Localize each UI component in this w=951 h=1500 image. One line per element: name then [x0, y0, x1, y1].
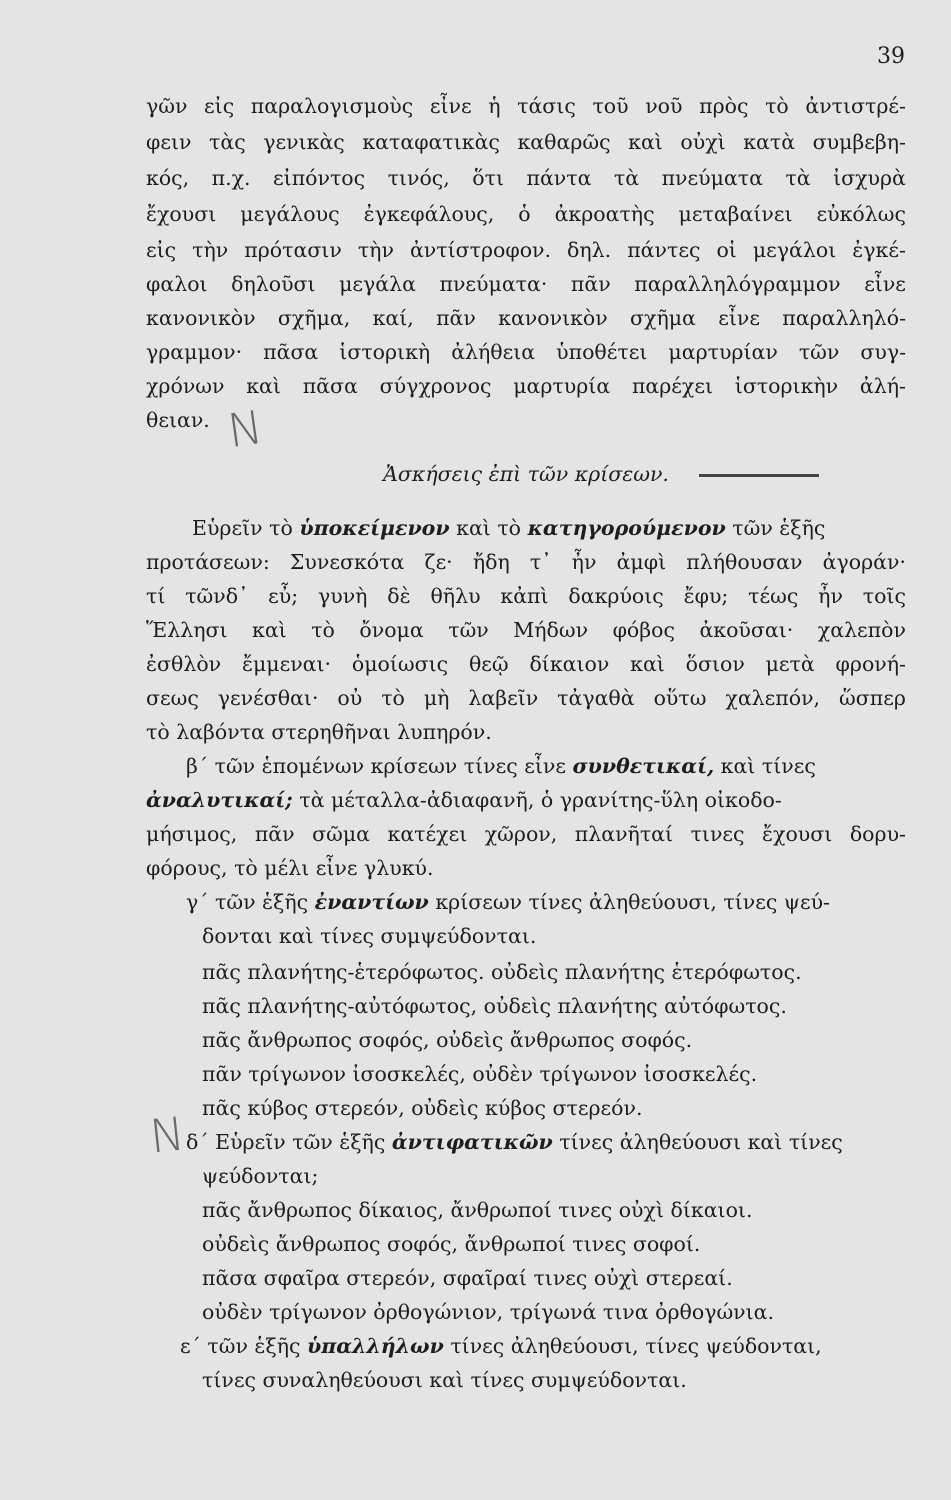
- section-heading: Ἀσκήσεις ἐπὶ τῶν κρίσεων.: [383, 462, 669, 486]
- text-line: γῶν εἰς παραλογισμοὺς εἶνε ἡ τάσις τοῦ νοῦ πρὸς τὸ ἀντιστρέ-: [146, 94, 906, 118]
- heading-rule: [699, 474, 819, 477]
- exercise-c-first-line: γ´ τῶν ἑξῆς ἐναντίων κρίσεων τίνες ἀληθεύουσι, τίνες ψεύ-: [186, 890, 830, 914]
- text-line: θειαν.: [146, 408, 210, 432]
- pencil-mark-n: N: [224, 399, 267, 459]
- text-line: εἰς τὴν πρότασιν τὴν ἀντίστροφον. δηλ. πάντες οἱ μεγάλοι ἐγκέ-: [146, 238, 906, 262]
- proposition-pair: πᾶν τρίγωνον ἰσοσκελές, οὐδὲν τρίγωνον ἰσοσκελές.: [202, 1062, 758, 1086]
- text-line: τὸ λαβόντα στερηθῆναι λυπηρόν.: [146, 720, 492, 744]
- text-line: κός, π.χ. εἰπόντος τινός, ὅτι πάντα τὰ πνεύματα τὰ ἰσχυρὰ: [146, 166, 906, 190]
- text-line: φαλοι δηλοῦσι μεγάλα πνεύματα· πᾶν παραλληλόγραμμον εἶνε: [146, 272, 906, 296]
- proposition-pair: οὐδεὶς ἄνθρωπος σοφός, ἄνθρωποί τινες σοφοί.: [202, 1232, 701, 1256]
- exercise-b-second-line: ἀναλυτικαί; τὰ μέταλλα-ἀδιαφανῆ, ὁ γρανίτης-ὕλη οἰκοδο-: [146, 788, 782, 812]
- text-line: ἐσθλὸν ἔμμεναι· ὁμοίωσις θεῷ δίκαιον καὶ ὅσιον μετὰ φρονή-: [146, 652, 906, 676]
- proposition-pair: πᾶς πλανήτης-αὐτόφωτος, οὐδεὶς πλανήτης αὐτόφωτος.: [202, 994, 787, 1018]
- proposition-pair: πᾶς κύβος στερεόν, οὐδεὶς κύβος στερεόν.: [202, 1096, 643, 1120]
- text-line: γραμμον· πᾶσα ἱστορικὴ ἀλήθεια ὑποθέτει μαρτυρίαν τῶν συγ-: [146, 340, 906, 364]
- text-line: ἔχουσι μεγάλους ἐγκεφάλους, ὁ ἀκροατὴς μεταβαίνει εὐκόλως: [146, 202, 906, 226]
- text-line: μήσιμος, πᾶν σῶμα κατέχει χῶρον, πλανῆταί τινες ἔχουσι δορυ-: [146, 822, 906, 846]
- text-line: φόρους, τὸ μέλι εἶνε γλυκύ.: [146, 856, 434, 880]
- text-line: χρόνων καὶ πᾶσα σύγχρονος μαρτυρία παρέχει ἱστορικὴν ἀλή-: [146, 374, 906, 398]
- text-line: τί τῶνδ᾽ εὖ; γυνὴ δὲ θῆλυ κἀπὶ δακρύοις ἔφυ; τέως ἦν τοῖς: [146, 584, 906, 608]
- text-line: Ἕλλησι καὶ τὸ ὄνομα τῶν Μήδων φόβος ἀκοῦσαι· χαλεπὸν: [146, 618, 906, 642]
- proposition-pair: πᾶς ἄνθρωπος σοφός, οὐδεὶς ἄνθρωπος σοφός.: [202, 1028, 693, 1052]
- text-line: δονται καὶ τίνες συμψεύδονται.: [202, 924, 537, 948]
- proposition-pair: οὐδὲν τρίγωνον ὀρθογώνιον, τρίγωνά τινα ὀρθογώνια.: [202, 1300, 775, 1324]
- text-line: σεως γενέσθαι· οὐ τὸ μὴ λαβεῖν τἀγαθὰ οὕτω χαλεπόν, ὥσπερ: [146, 686, 906, 710]
- exercise-b-first-line: β´ τῶν ἑπομένων κρίσεων τίνες εἶνε συνθετικαί, καὶ τίνες: [186, 754, 816, 778]
- exercise-e-first-line: ε´ τῶν ἑξῆς ὑπαλλήλων τίνες ἀληθεύουσι, τίνες ψεύδονται,: [180, 1334, 822, 1358]
- exercise-d-first-line: δ´ Εὑρεῖν τῶν ἑξῆς ἀντιφατικῶν τίνες ἀληθεύουσι καὶ τίνες: [186, 1130, 843, 1154]
- text-line: φειν τὰς γενικὰς καταφατικὰς καθαρῶς καὶ οὐχὶ κατὰ συμβεβη-: [146, 130, 906, 154]
- proposition-pair: πᾶσα σφαῖρα στερεόν, σφαῖραί τινες οὐχὶ στερεαί.: [202, 1266, 733, 1290]
- text-line: κανονικὸν σχῆμα, καί, πᾶν κανονικὸν σχῆμα εἶνε παραλληλό-: [146, 306, 906, 330]
- proposition-pair: πᾶς πλανήτης-ἑτερόφωτος. οὐδεὶς πλανήτης ἑτερόφωτος.: [202, 960, 802, 984]
- pencil-mark-n: N: [147, 1106, 188, 1164]
- exercise-a-first-line: Εὑρεῖν τὸ ὑποκείμενον καὶ τὸ κατηγορούμενον τῶν ἑξῆς: [192, 516, 826, 540]
- proposition-pair: πᾶς ἄνθρωπος δίκαιος, ἄνθρωποί τινες οὐχὶ δίκαιοι.: [202, 1198, 753, 1222]
- text-line: τίνες συναληθεύουσι καὶ τίνες συμψεύδονται.: [202, 1368, 687, 1392]
- text-line: ψεύδονται;: [202, 1164, 319, 1188]
- text-line: προτάσεων: Συνεσκότα ζε· ἤδη τ᾽ ἦν ἀμφὶ πλήθουσαν ἀγοράν·: [146, 550, 906, 574]
- page-number: 39: [877, 44, 905, 69]
